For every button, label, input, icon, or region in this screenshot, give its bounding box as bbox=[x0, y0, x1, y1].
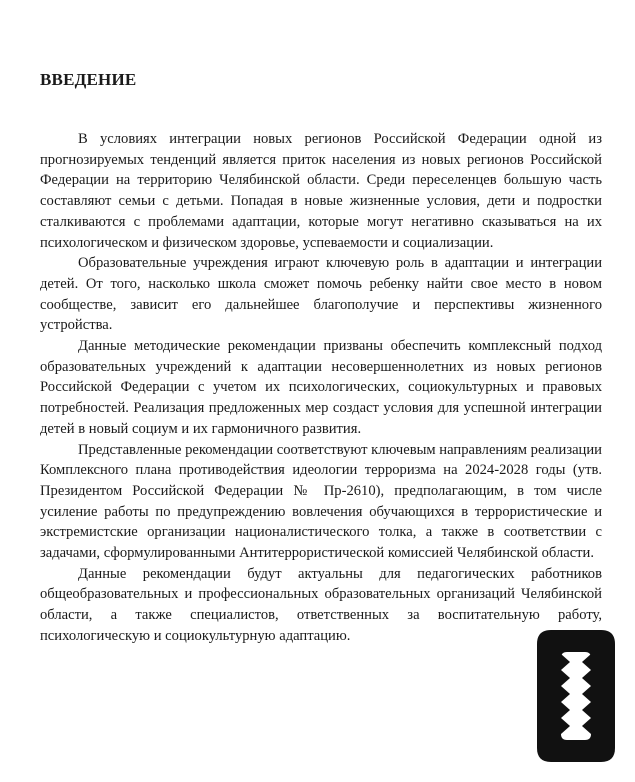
section-heading: ВВЕДЕНИЕ bbox=[40, 70, 137, 89]
paragraph-2: Образовательные учреждения играют ключевую роль в адаптации и интеграции детей. От того, насколько школа сможет помочь ребенку найти свое место в новом сообществе, зависит его дальнейшее благополучие и перспективы жизненного устройства. bbox=[40, 255, 602, 334]
paragraph-5: Данные рекомендации будут актуальны для педагогических работников общеобразовательных и профессиональных образовательных организаций Челябинской области, а также специалистов, ответственных за воспитательную работу, психологическую и социокультурную адаптацию. bbox=[40, 565, 602, 644]
zero-zigzag-logo-icon bbox=[537, 630, 615, 762]
paragraph-3: Данные методические рекомендации призваны обеспечить комплексный подход образовательных учреждений к адаптации несовершеннолетних из новых регионов Российской Федерации с учетом их психологических, социокультурных и правовых потребностей. Реализация предложенных мер создаст условия для успешной интеграции детей в новый социум и их гармоничного развития. bbox=[40, 338, 602, 437]
paragraph-4: Представленные рекомендации соответствуют ключевым направлениям реализации Комплексного плана противодействия идеологии терроризма на 2024-2028 годы (утв. Президентом Российской Федерации № Пр-2610), предполагающим, в том числе усиление работы по предупреждению вовлечения обучающихся в террористические и экстремистские организации националистического толка, а также в соответствии с задачами, сформулированными Антитеррористической комиссией Челябинской области. bbox=[40, 441, 602, 562]
paragraph-1: В условиях интеграции новых регионов Российской Федерации одной из прогнозируемых тенденций является приток населения из новых регионов Российской Федерации на территорию Челябинской области. Среди переселенцев большую часть составляют семьи с детьми. Попадая в новые жизненные условия, дети и подростки сталкиваются с проблемами адаптации, которые могут негативно сказываться на их психологическом и физическом здоровье, успеваемости и социализации. bbox=[40, 131, 602, 251]
introduction-text bbox=[40, 129, 602, 647]
